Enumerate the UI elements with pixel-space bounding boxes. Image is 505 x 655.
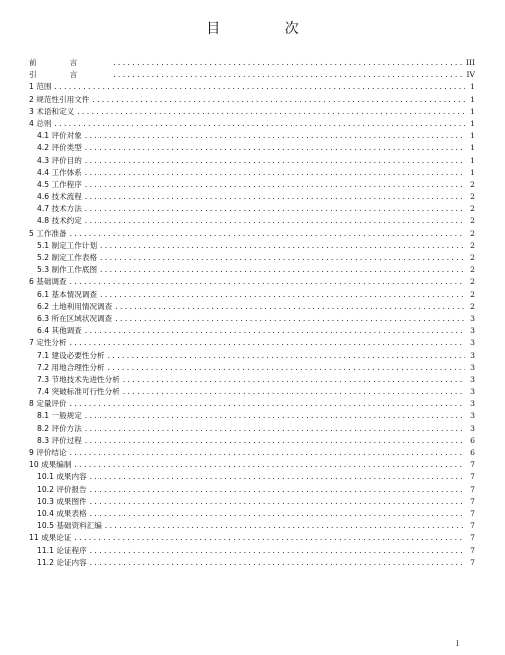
toc-leader-dots — [112, 69, 465, 81]
toc-entry-label: 10.3 成果图件 — [37, 496, 87, 506]
toc-entry-label: 10.4 成果表格 — [37, 508, 87, 518]
toc-entry[interactable] — [29, 386, 475, 398]
toc-entry-page: 7 — [470, 545, 475, 555]
toc-entry[interactable] — [29, 264, 475, 276]
toc-entry[interactable] — [29, 471, 475, 483]
toc-entry[interactable] — [29, 301, 475, 313]
toc-entry[interactable] — [29, 167, 475, 179]
toc-leader-dots — [84, 215, 465, 227]
toc-entry-label: 4.2 评价类型 — [37, 143, 82, 153]
toc-entry[interactable] — [29, 240, 475, 252]
toc-leader-dots — [89, 471, 465, 483]
toc-entry-page: 6 — [470, 435, 475, 445]
toc-entry-page: 2 — [470, 228, 475, 238]
toc-leader-dots — [76, 106, 465, 118]
toc-entry-page: 7 — [470, 533, 475, 543]
toc-entry[interactable] — [29, 106, 475, 118]
toc-entry[interactable] — [29, 508, 475, 520]
toc-entry-label: 7.1 建设必要性分析 — [37, 350, 105, 360]
toc-title: 目 次 — [206, 21, 329, 37]
toc-entry-page: 2 — [470, 179, 475, 189]
toc-entry-page: III — [466, 58, 475, 67]
toc-entry-page: 3 — [470, 423, 475, 433]
toc-entry[interactable] — [29, 362, 475, 374]
toc-entry-page: 2 — [470, 192, 475, 202]
toc-entry[interactable] — [29, 203, 475, 215]
toc-entry-page: 1 — [470, 94, 475, 104]
toc-entry-label: 7.3 节地技术先进性分析 — [37, 374, 120, 384]
toc-entry-label: 前言 — [29, 58, 111, 67]
toc-entry-label: 3 术语和定义 — [29, 106, 75, 116]
toc-entry-label: 8 定量评价 — [29, 399, 67, 409]
toc-entry[interactable] — [29, 276, 475, 288]
toc-entry[interactable] — [29, 289, 475, 301]
toc-entry-label: 4.8 技术约定 — [37, 216, 82, 226]
toc-leader-dots — [84, 130, 465, 142]
toc-entry-label: 4.5 工作程序 — [37, 179, 82, 189]
toc-entry-label: 9 评价结论 — [29, 448, 67, 457]
table-of-contents — [29, 57, 475, 569]
toc-entry[interactable] — [29, 155, 475, 167]
toc-entry-label: 11.2 论证内容 — [37, 557, 87, 567]
toc-entry-page: 1 — [470, 131, 475, 141]
toc-entry-page: 1 — [470, 143, 475, 153]
toc-entry-page: 3 — [470, 374, 475, 384]
toc-entry[interactable] — [29, 410, 475, 422]
toc-leader-dots — [53, 81, 465, 93]
toc-entry-label: 引言 — [29, 70, 111, 80]
toc-leader-dots — [112, 57, 465, 69]
toc-leader-dots — [99, 289, 465, 301]
toc-leader-dots — [84, 155, 465, 167]
toc-entry[interactable] — [29, 423, 475, 435]
toc-entry-label: 4.4 工作体系 — [37, 167, 82, 177]
toc-entry[interactable] — [29, 398, 475, 410]
toc-entry-page: 3 — [470, 362, 475, 372]
toc-entry-label: 4 总则 — [29, 118, 52, 128]
toc-entry-page: 7 — [470, 557, 475, 567]
toc-entry-page: 2 — [470, 265, 475, 275]
toc-entry-label: 7 定性分析 — [29, 338, 67, 348]
toc-leader-dots — [91, 94, 465, 106]
toc-leader-dots — [104, 520, 465, 532]
toc-leader-dots — [99, 264, 465, 276]
toc-entry-page: 1 — [470, 82, 475, 92]
toc-entry-label: 2 规范性引用文件 — [29, 94, 90, 104]
toc-entry[interactable] — [29, 179, 475, 191]
toc-entry-label: 5.1 制定工作计划 — [37, 240, 98, 250]
toc-leader-dots — [69, 337, 465, 349]
toc-entry[interactable] — [29, 313, 475, 325]
toc-entry-label: 1 范围 — [29, 82, 52, 92]
toc-leader-dots — [89, 508, 465, 520]
toc-entry-label: 10.2 评价报告 — [37, 484, 87, 494]
toc-entry-label: 7.4 突破标准可行性分析 — [37, 387, 120, 397]
toc-leader-dots — [73, 459, 465, 471]
toc-entry-page: 2 — [470, 253, 475, 262]
toc-entry-label: 10 成果编制 — [29, 460, 72, 470]
toc-leader-dots — [69, 447, 465, 459]
toc-entry-page: 3 — [470, 338, 475, 348]
toc-entry[interactable] — [29, 325, 475, 337]
toc-leader-dots — [84, 423, 465, 435]
toc-entry-label: 10.5 基础资料汇编 — [37, 521, 102, 531]
toc-entry-page: 2 — [470, 240, 475, 250]
toc-entry-page: IV — [466, 70, 475, 80]
toc-entry[interactable] — [29, 94, 475, 106]
toc-entry-page: 2 — [470, 204, 475, 214]
toc-entry-page: 1 — [470, 155, 475, 165]
toc-leader-dots — [89, 496, 465, 508]
toc-entry[interactable] — [29, 459, 475, 471]
toc-leader-dots — [84, 167, 465, 179]
toc-entry-label: 4.1 评价对象 — [37, 131, 82, 141]
toc-leader-dots — [107, 350, 465, 362]
toc-entry-page: 7 — [470, 472, 475, 482]
toc-entry-page: 3 — [470, 350, 475, 360]
toc-entry-page: 7 — [470, 521, 475, 531]
toc-leader-dots — [89, 484, 465, 496]
toc-entry-label: 6.1 基本情况调查 — [37, 289, 98, 299]
toc-entry-page: 2 — [470, 216, 475, 226]
toc-entry-label: 8.2 评价方法 — [37, 423, 82, 433]
toc-entry-label: 8.3 评价过程 — [37, 435, 82, 445]
toc-entry-page: 3 — [470, 387, 475, 397]
toc-leader-dots — [69, 276, 465, 288]
toc-entry-label: 11.1 论证程序 — [37, 545, 87, 555]
toc-leader-dots — [122, 386, 465, 398]
toc-entry-page: 2 — [470, 289, 475, 299]
toc-entry-label: 5.3 制作工作底图 — [37, 265, 98, 275]
toc-entry[interactable] — [29, 350, 475, 362]
toc-entry[interactable] — [29, 252, 475, 264]
toc-entry-page: 3 — [470, 411, 475, 421]
toc-leader-dots — [53, 118, 465, 130]
toc-entry[interactable] — [29, 130, 475, 142]
toc-entry-page: 1 — [470, 106, 475, 116]
toc-entry-page: 7 — [470, 484, 475, 494]
toc-entry[interactable] — [29, 81, 475, 93]
toc-entry-page: 2 — [470, 277, 475, 287]
toc-entry-label: 8.1 一般规定 — [37, 411, 82, 421]
toc-entry-label: 4.3 评价目的 — [37, 155, 82, 165]
toc-entry-label: 4.6 技术流程 — [37, 192, 82, 202]
toc-leader-dots — [89, 557, 465, 569]
toc-leader-dots — [84, 203, 465, 215]
toc-entry-label: 10.1 成果内容 — [37, 472, 87, 482]
toc-entry[interactable] — [29, 142, 475, 154]
toc-leader-dots — [84, 410, 465, 422]
toc-entry-label: 6.4 其他调查 — [37, 326, 82, 336]
toc-leader-dots — [122, 374, 465, 386]
toc-entry-label: 6.2 土地利用情况调查 — [37, 301, 113, 311]
toc-leader-dots — [84, 435, 465, 447]
toc-entry[interactable] — [29, 557, 475, 569]
toc-entry-page: 2 — [470, 301, 475, 311]
toc-entry-page: 3 — [470, 313, 475, 323]
toc-leader-dots — [84, 179, 465, 191]
toc-leader-dots — [69, 398, 465, 410]
toc-leader-dots — [99, 240, 465, 252]
toc-entry[interactable] — [29, 435, 475, 447]
toc-leader-dots — [114, 313, 465, 325]
toc-entry-label: 5 工作准备 — [29, 228, 67, 238]
toc-entry[interactable] — [29, 69, 475, 81]
toc-entry-page: 3 — [470, 399, 475, 409]
toc-entry-label: 5.2 制定工作表格 — [37, 253, 98, 262]
toc-entry-page: 7 — [470, 508, 475, 518]
toc-entry[interactable] — [29, 215, 475, 227]
page-number: I — [456, 640, 459, 648]
toc-leader-dots — [114, 301, 465, 313]
toc-entry-label: 11 成果论证 — [29, 533, 72, 543]
toc-entry-page: 7 — [470, 496, 475, 506]
toc-entry-page: 6 — [470, 448, 475, 457]
toc-entry[interactable] — [29, 228, 475, 240]
toc-leader-dots — [89, 545, 465, 557]
toc-entry-page: 7 — [470, 460, 475, 470]
toc-entry-label: 6 基础调查 — [29, 277, 67, 287]
toc-entry-label: 4.7 技术方法 — [37, 204, 82, 214]
toc-entry[interactable] — [29, 57, 475, 69]
toc-leader-dots — [73, 532, 465, 544]
toc-entry-label: 7.2 用地合理性分析 — [37, 362, 105, 372]
toc-entry-page: 3 — [470, 326, 475, 336]
toc-entry-label: 6.3 所在区域状况调查 — [37, 313, 113, 323]
toc-entry[interactable] — [29, 520, 475, 532]
toc-entry-page: 1 — [470, 118, 475, 128]
toc-entry[interactable] — [29, 337, 475, 349]
toc-leader-dots — [84, 142, 465, 154]
toc-entry[interactable] — [29, 484, 475, 496]
toc-leader-dots — [84, 325, 465, 337]
toc-leader-dots — [84, 191, 465, 203]
toc-entry[interactable] — [29, 447, 475, 459]
toc-entry[interactable] — [29, 545, 475, 557]
toc-entry[interactable] — [29, 496, 475, 508]
toc-leader-dots — [69, 228, 465, 240]
toc-leader-dots — [107, 362, 465, 374]
toc-entry[interactable] — [29, 118, 475, 130]
toc-leader-dots — [99, 252, 465, 264]
toc-entry[interactable] — [29, 532, 475, 544]
toc-entry-page: 1 — [470, 167, 475, 177]
toc-entry[interactable] — [29, 191, 475, 203]
toc-entry[interactable] — [29, 374, 475, 386]
